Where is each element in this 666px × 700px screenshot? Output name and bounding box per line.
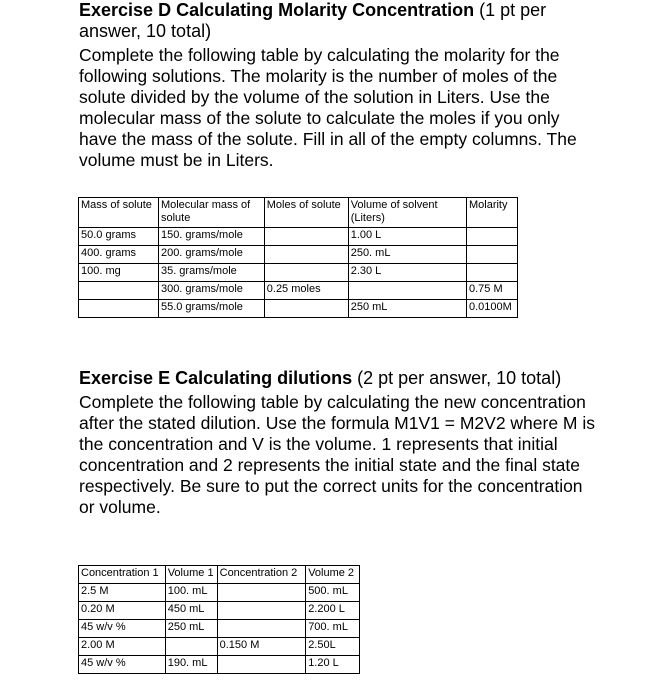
table-cell: 45 w/v %: [79, 620, 166, 638]
header-cell: Mass of solute: [79, 198, 159, 228]
table-cell: 55.0 grams/mole: [158, 300, 264, 318]
table-row: [79, 300, 518, 318]
header-cell: Concentration 1: [79, 566, 166, 584]
table-cell: 0.75 M: [466, 282, 517, 300]
table-row: [79, 602, 360, 620]
exercise-e-title: Exercise E Calculating dilutions: [79, 368, 353, 388]
header-cell: Molecular mass of solute: [158, 198, 264, 228]
table-cell: 450 mL: [165, 602, 217, 620]
table-cell: 700. mL: [306, 620, 360, 638]
header-cell: Volume 2: [306, 566, 360, 584]
table-cell[interactable]: [466, 246, 517, 264]
table-cell: 1.20 L: [306, 656, 360, 674]
table-cell: 190. mL: [165, 656, 217, 674]
table-header-row: [79, 566, 360, 584]
table-cell[interactable]: [466, 264, 517, 282]
header-cell: Concentration 2: [217, 566, 306, 584]
header-cell: Volume of solvent (Liters): [348, 198, 466, 228]
molarity-table: [78, 197, 518, 318]
table-cell: 300. grams/mole: [158, 282, 264, 300]
exercise-d-points: (1 pt per answer, 10 total): [79, 0, 547, 41]
table-cell: 250 mL: [348, 300, 466, 318]
table-cell[interactable]: [348, 282, 466, 300]
exercise-d-instructions: Complete the following table by calculating the molarity for the following solutions. The molarity is the number of moles of the solute divided by the volume of the solution in Liters. Use the molecular mass of the solute to calculate the moles if you only have the mass of the solute. Fill in all of the empty columns. The volume must be in Liters.: [79, 45, 577, 170]
table-cell[interactable]: [264, 228, 348, 246]
table-cell: 45 w/v %: [79, 656, 166, 674]
table-cell: 250. mL: [348, 246, 466, 264]
table-cell: 2.5 M: [79, 584, 166, 602]
table-cell: 0.25 moles: [264, 282, 348, 300]
table-row: [79, 584, 360, 602]
table-row: [79, 620, 360, 638]
exercise-e-heading: [79, 368, 599, 389]
table-cell[interactable]: [217, 602, 306, 620]
dilution-table: [78, 565, 360, 674]
table-cell[interactable]: [264, 264, 348, 282]
table-cell: 50.0 grams: [79, 228, 159, 246]
exercise-d-title: Exercise D Calculating Molarity Concentration: [79, 0, 475, 20]
table-cell[interactable]: [217, 656, 306, 674]
table-cell: 2.30 L: [348, 264, 466, 282]
exercise-d-heading: [79, 0, 599, 42]
table-cell: 250 mL: [165, 620, 217, 638]
table-header-row: [79, 198, 518, 228]
table-row: [79, 656, 360, 674]
table-cell: 2.00 M: [79, 638, 166, 656]
table-cell[interactable]: [264, 300, 348, 318]
table-cell: 2.200 L: [306, 602, 360, 620]
exercise-e-instructions: Complete the following table by calculating the new concentration after the stated dilution. Use the formula M1V1 = M2V2 where M is the concentration and V is the volume. 1 represents that initial concentration and 2 represents the initial state and the final state respectively. Be sure to put the correct units for the concentration or volume.: [79, 392, 596, 517]
table-cell: 200. grams/mole: [158, 246, 264, 264]
table-row: [79, 264, 518, 282]
header-cell: Volume 1: [165, 566, 217, 584]
table-row: [79, 638, 360, 656]
exercise-e-section: [79, 368, 599, 518]
table-cell[interactable]: [79, 282, 159, 300]
table-cell: 0.150 M: [217, 638, 306, 656]
table-cell: 500. mL: [306, 584, 360, 602]
table-row: [79, 282, 518, 300]
table-cell: 1.00 L: [348, 228, 466, 246]
table-cell: 150. grams/mole: [158, 228, 264, 246]
table-cell: 100. mL: [165, 584, 217, 602]
table-cell: 100. mg: [79, 264, 159, 282]
table-cell[interactable]: [165, 638, 217, 656]
table-cell: 0.20 M: [79, 602, 166, 620]
header-cell: Molarity: [466, 198, 517, 228]
table-cell: 0.0100M: [466, 300, 517, 318]
table-row: [79, 228, 518, 246]
table-cell[interactable]: [466, 228, 517, 246]
table-cell[interactable]: [217, 620, 306, 638]
table-cell[interactable]: [217, 584, 306, 602]
header-cell: Moles of solute: [264, 198, 348, 228]
exercise-e-points: (2 pt per answer, 10 total): [352, 368, 562, 388]
table-cell[interactable]: [264, 246, 348, 264]
table-row: [79, 246, 518, 264]
table-cell: 2.50L: [306, 638, 360, 656]
table-cell: 400. grams: [79, 246, 159, 264]
exercise-d-section: [79, 0, 599, 171]
table-cell[interactable]: [79, 300, 159, 318]
table-cell: 35. grams/mole: [158, 264, 264, 282]
